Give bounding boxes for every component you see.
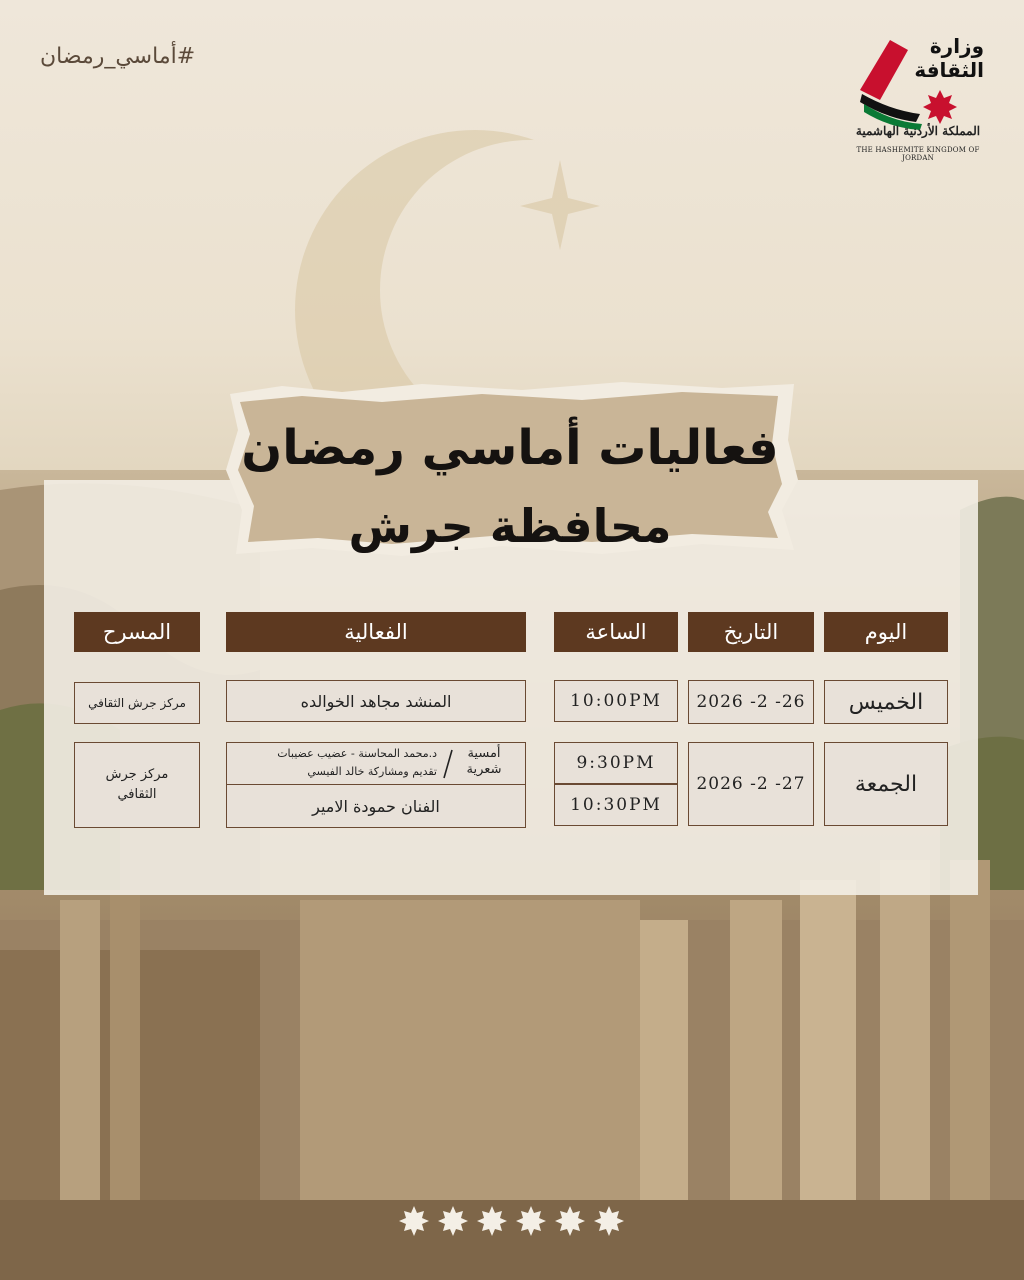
row1-venue: مركز جرش الثقافي — [74, 682, 200, 724]
row2-venue-line1: مركز جرش — [105, 767, 169, 782]
row2-venue-cell — [74, 742, 200, 828]
hashtag: #أماسي_رمضان — [40, 44, 196, 69]
kingdom-name-english: THE HASHEMITE KINGDOM OF JORDAN — [856, 146, 980, 162]
row2-event-host: تقديم ومشاركة خالد الفيسي — [307, 765, 437, 778]
row2-date: 2026 -2 -27 — [688, 742, 814, 826]
row2-time-2: 10:30PM — [554, 784, 678, 826]
row1-date: 2026 -2 -26 — [688, 680, 814, 724]
row2-event-type: أمسية شعرية — [466, 746, 502, 777]
slash-divider — [441, 748, 455, 780]
row1-time: 10:00PM — [554, 680, 678, 722]
header-time: الساعة — [554, 612, 678, 652]
header-date: التاريخ — [688, 612, 814, 652]
row1-event: المنشد مجاهد الخوالده — [226, 680, 526, 722]
decorative-stars-icon — [396, 1202, 628, 1238]
row2-day: الجمعة — [824, 742, 948, 826]
row2-time-1: 9:30PM — [554, 742, 678, 784]
row2-event-participants: د.محمد المحاسنة - عضيب عضيبات — [277, 747, 437, 760]
page-title: فعاليات أماسي رمضان — [241, 420, 779, 476]
header-event: الفعالية — [226, 612, 526, 652]
row2-venue-line2: الثقافي — [117, 787, 157, 802]
ministry-name: وزارة الثقافة — [914, 34, 984, 82]
page-subtitle: محافظة جرش — [348, 499, 672, 553]
header-venue: المسرح — [74, 612, 200, 652]
header-day: اليوم — [824, 612, 948, 652]
crescent-moon-icon — [280, 120, 700, 420]
row2-event-2: الفنان حمودة الامير — [226, 784, 526, 828]
row1-day: الخميس — [824, 680, 948, 724]
kingdom-name-arabic: المملكة الأردنية الهاشمية — [855, 124, 981, 138]
